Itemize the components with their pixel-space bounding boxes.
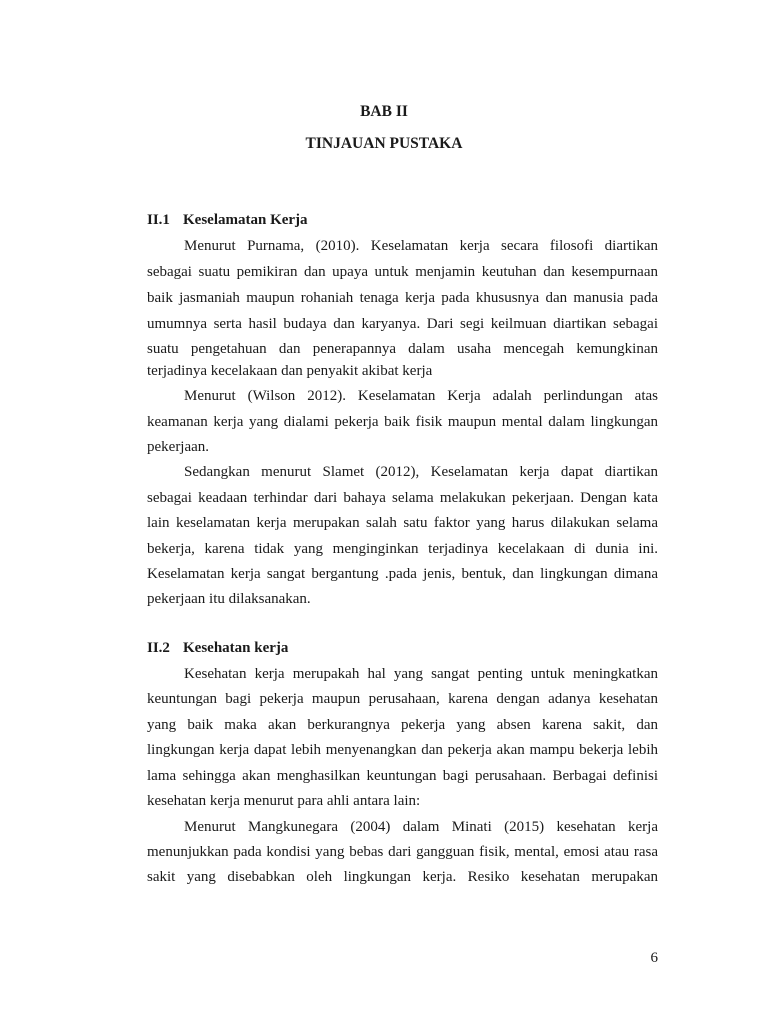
paragraph-line: Menurut Purnama, (2010). Keselamatan kerja secara filosofi diartikan: [184, 238, 658, 254]
section-heading-keselamatan-kerja: [147, 212, 308, 229]
paragraph-line: pekerjaan.: [147, 439, 210, 455]
paragraph-line: Kesehatan kerja merupakah hal yang sangat penting untuk meningkatkan: [184, 666, 658, 682]
paragraph-line: lama sehingga akan menghasilkan keuntungan bagi perusahaan. Berbagai definisi: [147, 768, 658, 784]
chapter-number: BAB II: [360, 103, 408, 120]
paragraph-line: kesehatan kerja menurut para ahli antara lain:: [147, 793, 421, 809]
page-number: 6: [650, 950, 658, 966]
paragraph-line: Menurut (Wilson 2012). Keselamatan Kerja adalah perlindungan atas: [184, 388, 658, 404]
paragraph-line: lain keselamatan kerja merupakan salah satu faktor yang harus dilakukan selama: [147, 515, 658, 531]
paragraph-line: suatu pengetahuan dan penerapannya dalam usaha mencegah kemungkinan: [147, 341, 658, 357]
paragraph-line: Keselamatan kerja sangat bergantung .pada jenis, bentuk, dan lingkungan dimana: [147, 566, 658, 582]
section-number: II.2: [147, 640, 170, 656]
paragraph-line: baik jasmaniah maupun rohaniah tenaga kerja pada khususnya dan manusia pada: [147, 290, 658, 306]
paragraph-line: terjadinya kecelakaan dan penyakit akibat kerja: [147, 363, 433, 379]
paragraph-line: yang baik maka akan berkurangnya pekerja yang absen karena sakit, dan: [147, 717, 658, 733]
chapter-title: TINJAUAN PUSTAKA: [305, 135, 463, 152]
section-title: Kesehatan kerja: [183, 640, 289, 656]
section-heading-kesehatan-kerja: [147, 640, 288, 657]
paragraph-line: keamanan kerja yang dialami pekerja baik fisik maupun mental dalam lingkungan: [147, 414, 658, 430]
paragraph-line: Sedangkan menurut Slamet (2012), Keselamatan kerja dapat diartikan: [184, 464, 658, 480]
paragraph-line: keuntungan bagi pekerja maupun perusahaan, karena dengan adanya kesehatan: [147, 691, 658, 707]
paragraph-line: sebagai suatu pemikiran dan upaya untuk menjamin keutuhan dan kesempurnaan: [147, 264, 658, 280]
paragraph-line: pekerjaan itu dilaksanakan.: [147, 591, 311, 607]
paragraph-line: sakit yang disebabkan oleh lingkungan kerja. Resiko kesehatan merupakan: [147, 869, 658, 885]
paragraph-line: Menurut Mangkunegara (2004) dalam Minati (2015) kesehatan kerja: [184, 819, 658, 835]
section-number: II.1: [147, 212, 170, 228]
section-title: Keselamatan Kerja: [183, 212, 308, 228]
paragraph-line: menunjukkan pada kondisi yang bebas dari gangguan fisik, mental, emosi atau rasa: [147, 844, 658, 860]
paragraph-line: sebagai keadaan terhindar dari bahaya selama melakukan pekerjaan. Dengan kata: [147, 490, 658, 506]
paragraph-line: bekerja, karena tidak yang menginginkan terjadinya kecelakaan di dunia ini.: [147, 541, 658, 557]
paragraph-line: umumnya serta hasil budaya dan karyanya. Dari segi keilmuan diartikan sebagai: [147, 316, 658, 332]
paragraph-line: lingkungan kerja dapat lebih menyenangkan dan pekerja akan mampu bekerja lebih: [147, 742, 658, 758]
